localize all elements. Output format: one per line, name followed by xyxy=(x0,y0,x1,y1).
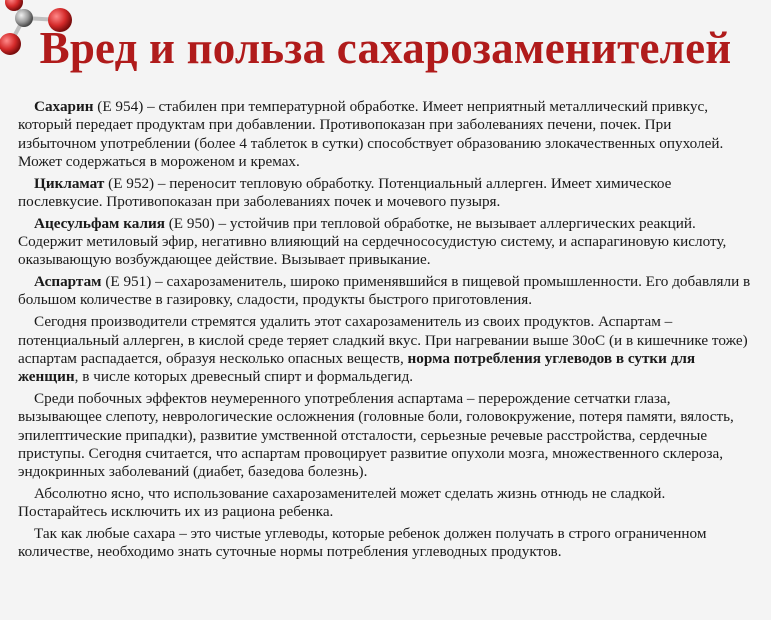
term-saccharin: Сахарин xyxy=(34,98,94,115)
paragraph-text: Сегодня производители стремятся удалить этот сахарозаменитель из своих продуктов. Аспартам – потенциальный аллерген, в кислой среде теряет сладкий вкус. При нагревании выше 30оС (и в кишечнике тоже) аспартам распадается, образуя несколько опасных веществ, xyxy=(18,313,748,367)
paragraph-text: (Е 954) – стабилен при температурной обработке. Имеет неприятный металлический привкус, который передает продуктам при добавлении. Противопоказан при заболеваниях печени, почек. При избыточном употреблении (более 4 таблеток в сутки) способствует образованию злокачественных опухолей. Может содержаться в мороженом и кремах. xyxy=(18,98,724,170)
paragraph-saccharin xyxy=(18,98,751,171)
paragraph-acesulfame xyxy=(18,215,751,270)
paragraph-side-effects: Среди побочных эффектов неумеренного употребления аспартама – перерождение сетчатки глаза, вызывающее слепоту, неврологические осложнения (головные боли, головокружение, потеря памяти, вялость, эпилептические припадки), развитие умственной отсталости, серьезные речевые расстройства, сердечные приступы. Сегодня считается, что аспартам провоцирует развитие опухоли мозга, множественного склероза, эндокринных заболеваний (диабет, базедова болезнь). xyxy=(18,389,734,481)
paragraph-text: , в числе которых древесный спирт и формальдегид. xyxy=(74,368,414,386)
paragraph-aspartame xyxy=(18,273,751,310)
paragraph-cyclamate xyxy=(18,175,751,212)
paragraph-conclusion: Абсолютно ясно, что использование сахарозаменителей может сделать жизнь отнюдь не сладкой. Постарайтесь исключить их из рациона ребенка. xyxy=(18,484,666,521)
article-body xyxy=(18,98,751,565)
page-title: Вред и польза сахарозаменителей xyxy=(39,23,732,73)
term-cyclamate: Цикламат xyxy=(34,174,105,192)
paragraph-text: (Е 951) – сахарозаменитель, широко применявшийся в пищевой промышленности. Его добавляли в большом количестве в газировку, сладости, продукты быстрого приготовления. xyxy=(18,273,751,309)
paragraph-text: (Е 950) – устойчив при тепловой обработке, не вызывает аллергических реакций. Содержит метиловый эфир, негативно влияющий на сердечнососудистую систему, и аспарагиновую кислоту, оказывающую возбуждающее действие. Вызывает привыкание. xyxy=(18,214,727,269)
term-aspartame: Аспартам xyxy=(34,273,102,291)
term-acesulfame: Ацесульфам калия xyxy=(34,214,165,232)
paragraph-carbohydrates: Так как любые сахара – это чистые углеводы, которые ребенок должен получать в строго ограниченном количестве, необходимо знать суточные нормы потребления углеводных продуктов. xyxy=(18,525,707,561)
paragraph-text: (Е 952) – переносит тепловую обработку. Потенциальный аллерген. Имеет химическое послевкусие. Противопоказан при заболеваниях почек и мочевого пузыря. xyxy=(18,174,672,210)
bold-phrase: норма потребления углеводов в сутки для женщин xyxy=(18,349,696,386)
paragraph-aspartame-risks xyxy=(18,313,751,386)
